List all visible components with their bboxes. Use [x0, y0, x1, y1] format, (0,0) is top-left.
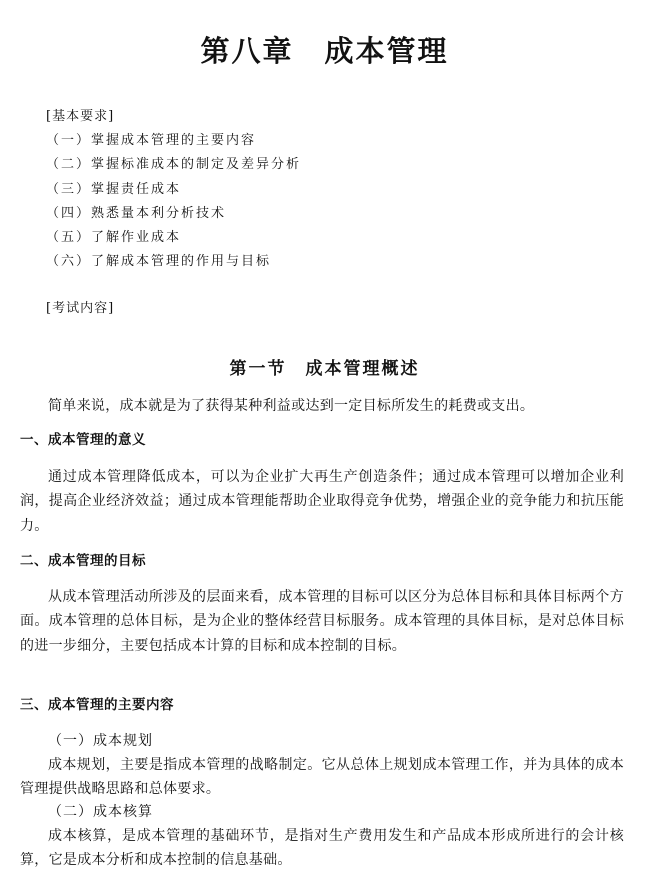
paragraph-cost-planning: 成本规划，主要是指成本管理的战略制定。它从总体上规划成本管理工作，并为具体的成本管理提供战略思路和总体要求。 [20, 757, 624, 798]
exam-content-heading: [考试内容] [46, 301, 115, 316]
minor-heading-cost-accounting: （二）成本核算 [48, 804, 153, 820]
requirement-item: （六）了解成本管理的作用与目标 [46, 254, 272, 270]
paragraph-significance: 通过成本管理降低成本，可以为企业扩大再生产创造条件；通过成本管理可以增加企业利润，提高企业经济效益；通过成本管理能帮助企业取得竞争优势，增强企业的竞争能力和抗压能力。 [20, 469, 624, 534]
requirement-item: （一）掌握成本管理的主要内容 [46, 133, 257, 148]
minor-heading-cost-planning: （一）成本规划 [48, 733, 153, 749]
subheading-main-contents: 三、成本管理的主要内容 [20, 697, 174, 713]
chapter-title: 第八章 成本管理 [200, 34, 449, 69]
basic-requirements-heading: [基本要求] [46, 109, 115, 124]
requirement-item: （五）了解作业成本 [46, 230, 182, 246]
subheading-significance: 一、成本管理的意义 [20, 432, 146, 448]
requirement-item: （四）熟悉量本利分析技术 [46, 205, 227, 221]
requirement-item: （二）掌握标准成本的制定及差异分析 [46, 157, 302, 173]
paragraph-objectives: 从成本管理活动所涉及的层面来看，成本管理的目标可以区分为总体目标和具体目标两个方面。成本管理的总体目标，是为企业的整体经营目标服务。成本管理的具体目标，是对总体目标的进一步细分，主要包括成本计算的目标和成本控制的目标。 [20, 589, 624, 654]
paragraph-cost-accounting: 成本核算，是成本管理的基础环节，是指对生产费用发生和产品成本形成所进行的会计核算，它是成本分析和成本控制的信息基础。 [20, 828, 624, 869]
section-title: 第一节 成本管理概述 [229, 359, 420, 380]
subheading-objectives: 二、成本管理的目标 [20, 553, 146, 569]
basic-requirements-block [46, 105, 301, 275]
requirement-item: （三）掌握责任成本 [46, 181, 182, 197]
intro-paragraph: 简单来说，成本就是为了获得某种利益或达到一定目标所发生的耗费或支出。 [48, 398, 535, 414]
requirements-list [46, 129, 301, 275]
